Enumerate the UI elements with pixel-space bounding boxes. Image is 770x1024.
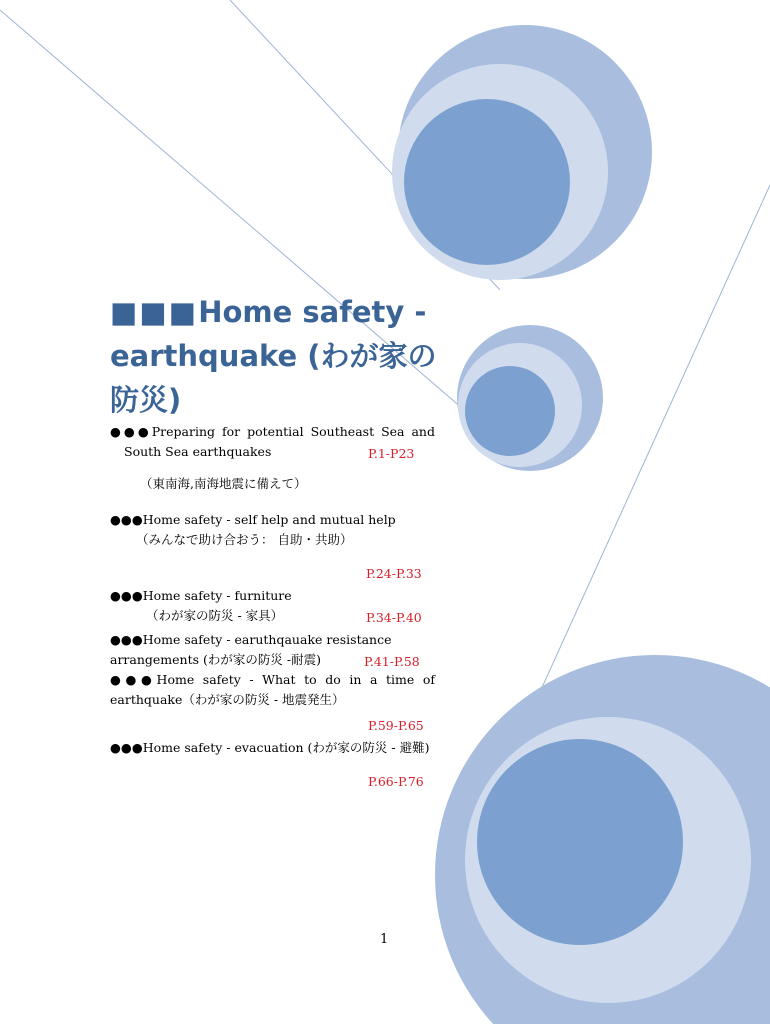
document-title [110,290,440,422]
circle-group-bottom [435,655,770,1024]
bullet: ●●● [110,632,143,647]
bullet: ●●● [110,512,143,527]
page-range: P.34-P.40 [366,610,422,625]
title-text: Home safety - earthquake (わが家の防災) [110,295,437,417]
toc-entry-1[interactable] [110,422,435,494]
circle-group-top [392,25,652,280]
toc-entry-3[interactable] [110,586,435,626]
page-range: P.1-P23 [368,446,415,461]
page-number: 1 [380,932,389,947]
entry-japanese: （みんなで助け合おう： 自助・共助） [136,532,353,547]
entry-label: Home safety - evacuation (わが家の防災 - 避難) [142,740,430,755]
circle-group-middle [457,325,603,471]
bullet: ●●● [110,672,157,687]
toc-entry-4[interactable] [110,630,435,670]
entry-japanese: （東南海,南海地震に備えて） [140,476,307,491]
page-range: P.41-P.58 [364,654,420,669]
bullet: ●●● [110,740,143,755]
entry-japanese: （わが家の防災 - 家具） [146,608,284,623]
entry-label: Preparing for potential Southeast Sea and [151,424,435,439]
toc-entry-2[interactable] [110,510,435,581]
entry-label: arrangements (わが家の防災 -耐震) [110,652,321,667]
entry-label: Home safety - What to do in a time of [156,672,435,687]
entry-label: Home safety - earuthqauake resistance [142,632,392,647]
entry-label: Home safety - self help and mutual help [142,512,396,527]
entry-label: South Sea earthquakes [124,444,272,459]
page-range: P.59-P.65 [368,718,424,733]
bullet: ●●● [110,588,143,603]
toc-entry-6[interactable] [110,738,435,789]
page-range: P.66-P.76 [368,774,424,789]
entry-label: earthquake（わが家の防災 - 地震発生） [110,692,345,707]
title-squares: ■■■ [110,295,199,329]
bullet: ●●● [110,424,152,439]
toc-entry-5[interactable] [110,670,435,733]
entry-label: Home safety - furniture [142,588,292,603]
page-range: P.24-P.33 [366,566,422,581]
